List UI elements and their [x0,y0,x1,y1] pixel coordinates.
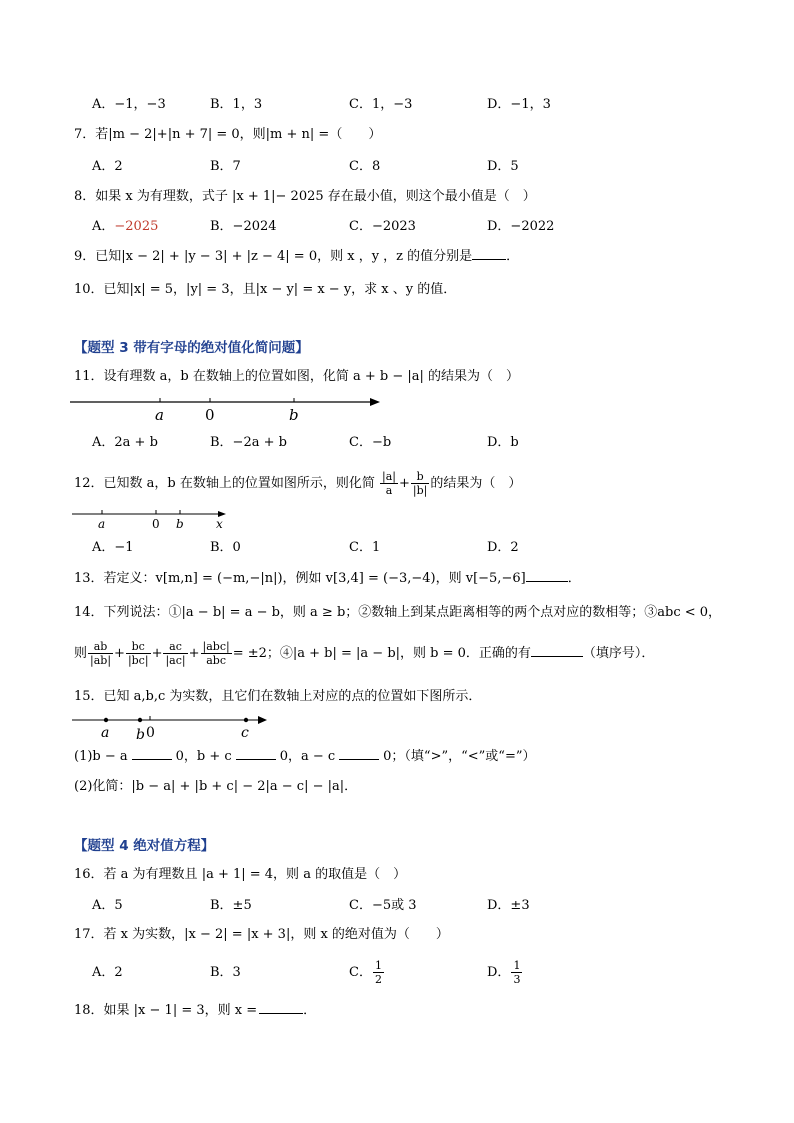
question-9: 9．已知|x − 2| + |y − 3| + |z − 4| = 0，则 x ，y ，z 的值分别是 ． [74,249,520,264]
svg-text:c: c [241,725,249,741]
fraction: $\frac{b}{|b|}$ [412,470,428,497]
answer-blank [531,656,583,657]
svg-text:b: b [176,517,184,531]
svg-text:a: a [98,517,106,531]
question-17: 17．若 x 为实数，|x − 2| = |x + 3|，则 x 的绝对值为（ ） [74,927,449,942]
q7-option-b: B．7 [210,159,241,174]
answer-blank [259,1013,303,1014]
q7-option-a: A．2 [92,159,123,174]
fraction: $\frac{|a|}{a}$ [382,470,397,497]
section-3-heading: 【题型 3 带有字母的绝对值化简问题】 [74,340,309,356]
question-12: 12．已知数 a，b 在数轴上的位置如图所示，则化简 $\frac{|a|}{a}$ + $\frac{b}{|b|}$ 的结果为（ ） [74,470,522,497]
svg-text:x: x [216,517,223,531]
q16-option-a: A．5 [92,898,123,913]
q6-option-a: A．−1，−3 [92,97,166,112]
question-15-part-2: (2)化简：|b − a| + |b + c| − 2|a − c| − |a|． [74,779,358,794]
question-13: 13．若定义：v[m,n] = (−m,−|n|)，例如 v[3,4] = (−3,−4)，则 v[−5,−6] ． [74,571,581,586]
q7-option-c: C．8 [349,159,381,174]
q17-option-d: D． $\frac{1}{3}$ [487,959,521,986]
axis-label-a: a [155,406,164,424]
q8-option-b: B．−2024 [210,219,277,234]
q17-option-b: B．3 [210,965,241,980]
q15-number-line [70,710,280,742]
q6-option-c: C．1，−3 [349,97,413,112]
question-10: 10．已知|x| = 5，|y| = 3，且|x − y| = x − y，求 x 、y 的值． [74,282,457,297]
svg-text:0: 0 [146,725,155,741]
question-14-line-2: 则 $\frac{ab}{|ab|}$ + $\frac{bc}{|bc|}$ + $\frac{ac}{|ac|}$ + $\frac{\text{|abc|}}{\text{abc}}$ = ±2；④|a + b| = |a − b|，则 b = 0．正确的有 （填序号）． [74,640,655,667]
q16-option-d: D．±3 [487,898,530,913]
q16-option-b: B．±5 [210,898,252,913]
question-18: 18．如果 |x − 1| = 3，则 x = ． [74,1003,317,1018]
axis-label-0: 0 [205,406,215,424]
question-11: 11．设有理数 a，b 在数轴上的位置如图，化简 a + b − |a| 的结果为（ ） [74,369,520,384]
question-15-part-1: (1)b − a 0，b + c 0，a − c 0；（填“>”，“<”或“=”） [74,749,536,764]
q6-option-d: D．−1，3 [487,97,551,112]
q8-option-d: D．−2022 [487,219,555,234]
q12-option-d: D．2 [487,540,519,555]
svg-text:0: 0 [152,517,160,531]
question-14-line-1: 14．下列说法：①|a − b| = a − b，则 a ≥ b；②数轴上到某点距离相等的两个点对应的数相等；③abc < 0， [74,605,722,620]
q8-option-a: A．−2025 [92,219,159,234]
q17-option-a: A．2 [92,965,123,980]
q11-option-a: A．2a + b [92,435,158,450]
q12-number-line [70,506,240,534]
svg-text:b: b [136,727,145,742]
q11-number-line [68,390,388,426]
section-4-heading: 【题型 4 绝对值方程】 [74,838,215,854]
q16-option-c: C．−5或 3 [349,898,417,913]
q12-option-c: C．1 [349,540,381,555]
q12-option-a: A．−1 [92,540,134,555]
question-15: 15．已知 a,b,c 为实数，且它们在数轴上对应的点的位置如下图所示． [74,689,482,704]
svg-text:a: a [101,725,110,741]
q12-option-b: B．0 [210,540,241,555]
answer-blank [472,259,506,260]
q11-option-b: B．−2a + b [210,435,287,450]
q8-option-c: C．−2023 [349,219,416,234]
answer-blank [526,581,568,582]
q7-option-d: D．5 [487,159,519,174]
question-7: 7．若|m − 2|+|n + 7| = 0，则|m + n| =（ ） [74,127,382,142]
q11-option-c: C．−b [349,435,392,450]
axis-label-b: b [289,406,299,424]
question-8: 8．如果 x 为有理数，式子 |x + 1|− 2025 存在最小值，则这个最小值是（ ） [74,189,536,204]
q11-option-d: D．b [487,435,519,450]
question-16: 16．若 a 为有理数且 |a + 1| = 4，则 a 的取值是（ ） [74,867,407,882]
q6-option-b: B．1，3 [210,97,263,112]
q17-option-c: C． $\frac{1}{2}$ [349,959,382,986]
